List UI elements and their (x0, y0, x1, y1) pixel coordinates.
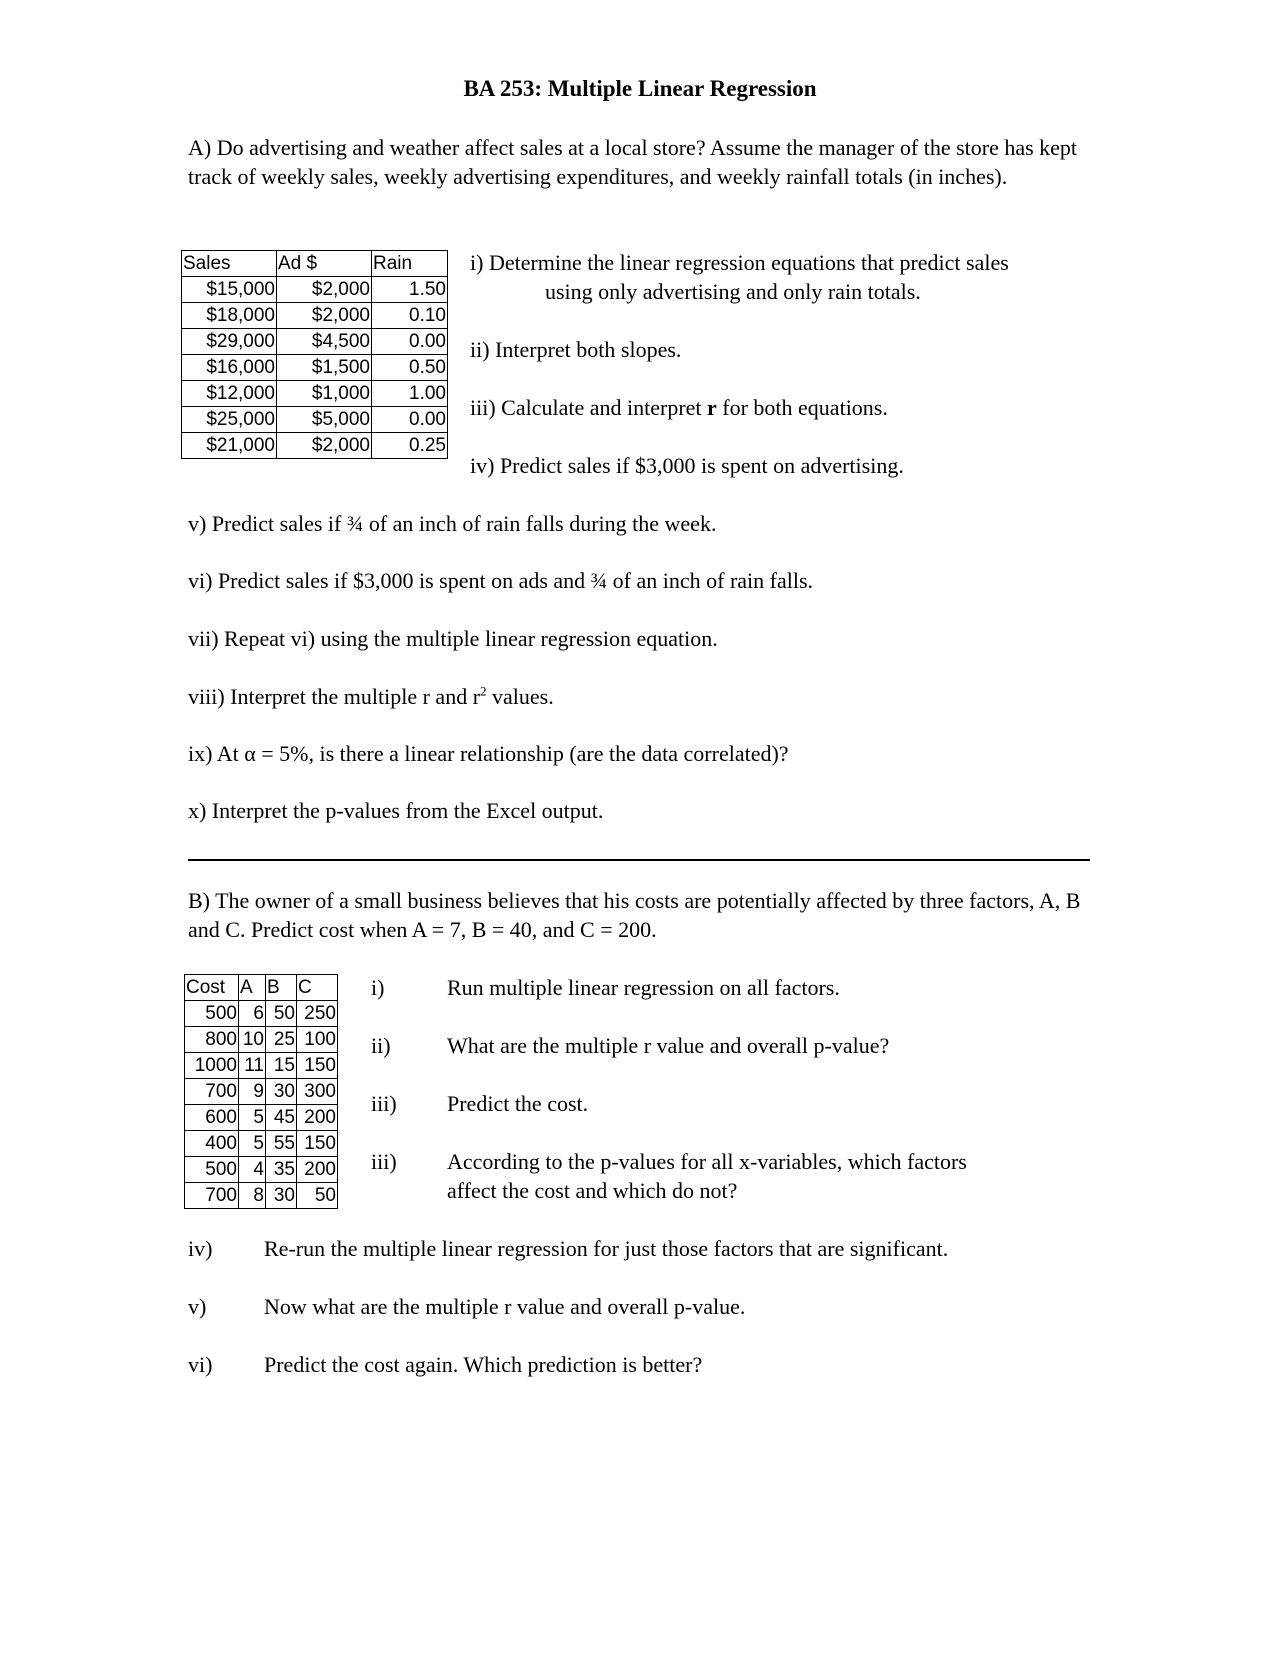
question-a-iii-text-2: for both equations. (716, 395, 888, 420)
cell-b: 50 (266, 1001, 297, 1027)
table-row (185, 1183, 338, 1209)
table-row (185, 1157, 338, 1183)
header-cost: Cost (185, 975, 239, 1001)
cell-a: 8 (239, 1183, 266, 1209)
question-a-ix: ix) At α = 5%, is there a linear relationship (are the data correlated)? (188, 741, 789, 766)
table-header-row (182, 251, 448, 277)
question-b-iv: Re-run the multiple linear regression for just those factors that are significant. (264, 1236, 949, 1261)
cell-cost: 700 (185, 1079, 239, 1105)
cell-rain: 1.00 (372, 381, 448, 407)
cell-rain: 0.10 (372, 303, 448, 329)
table-row (185, 1105, 338, 1131)
cell-sales: $12,000 (182, 381, 277, 407)
cell-rain: 0.25 (372, 433, 448, 459)
cell-a: 5 (239, 1105, 266, 1131)
cell-sales: $16,000 (182, 355, 277, 381)
cell-c: 100 (297, 1027, 338, 1053)
question-a-viii (188, 684, 554, 710)
question-b-vi-number: vi) (188, 1352, 213, 1377)
cell-sales: $18,000 (182, 303, 277, 329)
cell-ad: $1,500 (277, 355, 372, 381)
cell-b: 35 (266, 1157, 297, 1183)
cell-c: 200 (297, 1157, 338, 1183)
question-b-iii: Predict the cost. (447, 1091, 589, 1116)
cell-sales: $21,000 (182, 433, 277, 459)
table-row (185, 1131, 338, 1157)
table-header-row (185, 975, 338, 1001)
question-b-iii-b-line2: affect the cost and which do not? (447, 1178, 738, 1203)
question-a-viii-text-2: values. (486, 684, 554, 709)
cell-rain: 1.50 (372, 277, 448, 303)
header-b: B (266, 975, 297, 1001)
question-a-vi: vi) Predict sales if $3,000 is spent on ads and ¾ of an inch of rain falls. (188, 568, 814, 593)
question-b-iii-b-line1: According to the p-values for all x-variables, which factors (447, 1149, 967, 1174)
table-row (185, 1079, 338, 1105)
cell-a: 6 (239, 1001, 266, 1027)
cell-cost: 1000 (185, 1053, 239, 1079)
question-b-vi: Predict the cost again. Which prediction is better? (264, 1352, 703, 1377)
table-row (185, 1053, 338, 1079)
question-a-iii-r: r (707, 395, 717, 420)
cell-cost: 600 (185, 1105, 239, 1131)
cell-sales: $25,000 (182, 407, 277, 433)
question-b-iii-b-number: iii) (371, 1149, 397, 1174)
cell-b: 30 (266, 1183, 297, 1209)
table-row (182, 381, 448, 407)
question-a-vii: vii) Repeat vi) using the multiple linear regression equation. (188, 626, 718, 651)
cell-c: 250 (297, 1001, 338, 1027)
cell-ad: $1,000 (277, 381, 372, 407)
question-b-ii-number: ii) (371, 1033, 391, 1058)
question-a-i-line2: using only advertising and only rain totals. (545, 279, 921, 304)
question-a-i-line1: i) Determine the linear regression equations that predict sales (470, 250, 1009, 275)
cell-b: 15 (266, 1053, 297, 1079)
cell-a: 9 (239, 1079, 266, 1105)
page-title: BA 253: Multiple Linear Regression (463, 76, 817, 101)
cell-c: 150 (297, 1131, 338, 1157)
table-row (185, 1001, 338, 1027)
table-row (182, 329, 448, 355)
question-a-ii: ii) Interpret both slopes. (470, 337, 682, 362)
cell-sales: $15,000 (182, 277, 277, 303)
question-b-i: Run multiple linear regression on all factors. (447, 975, 840, 1000)
cell-sales: $29,000 (182, 329, 277, 355)
question-a-iv: iv) Predict sales if $3,000 is spent on advertising. (470, 453, 904, 478)
cell-c: 50 (297, 1183, 338, 1209)
question-b-i-number: i) (371, 975, 385, 1000)
cell-ad: $2,000 (277, 277, 372, 303)
cell-b: 30 (266, 1079, 297, 1105)
section-divider (188, 859, 1090, 861)
cell-ad: $2,000 (277, 433, 372, 459)
table-row (182, 407, 448, 433)
cell-a: 4 (239, 1157, 266, 1183)
header-rain: Rain (372, 251, 448, 277)
cell-c: 300 (297, 1079, 338, 1105)
cell-b: 45 (266, 1105, 297, 1131)
cell-rain: 0.00 (372, 407, 448, 433)
table-row (182, 355, 448, 381)
question-a-viii-text-1: viii) Interpret the multiple r and r (188, 684, 481, 709)
question-b-v: Now what are the multiple r value and overall p-value. (264, 1294, 746, 1319)
cell-rain: 0.50 (372, 355, 448, 381)
cell-cost: 700 (185, 1183, 239, 1209)
cell-cost: 800 (185, 1027, 239, 1053)
cell-cost: 500 (185, 1001, 239, 1027)
cell-ad: $2,000 (277, 303, 372, 329)
table-row (182, 277, 448, 303)
cell-ad: $4,500 (277, 329, 372, 355)
header-a: A (239, 975, 266, 1001)
table-row (185, 1027, 338, 1053)
cell-rain: 0.00 (372, 329, 448, 355)
question-a-viii-sup: 2 (480, 683, 487, 699)
sales-data-table (181, 250, 448, 459)
part-a-intro: A) Do advertising and weather affect sales at a local store? Assume the manager of the store has kept track of weekly sales, weekly advertising expenditures, and weekly rainfall totals (in inches). (188, 135, 1078, 189)
cell-a: 10 (239, 1027, 266, 1053)
question-b-v-number: v) (188, 1294, 207, 1319)
header-c: C (297, 975, 338, 1001)
table-row (182, 303, 448, 329)
question-a-v: v) Predict sales if ¾ of an inch of rain falls during the week. (188, 511, 717, 536)
cell-cost: 400 (185, 1131, 239, 1157)
cost-data-table (184, 974, 338, 1209)
question-b-iv-number: iv) (188, 1236, 213, 1261)
question-a-x: x) Interpret the p-values from the Excel output. (188, 798, 604, 823)
question-b-ii: What are the multiple r value and overall p-value? (447, 1033, 890, 1058)
question-b-iii-number: iii) (371, 1091, 397, 1116)
cell-b: 25 (266, 1027, 297, 1053)
cell-a: 5 (239, 1131, 266, 1157)
header-sales: Sales (182, 251, 277, 277)
part-b-intro: B) The owner of a small business believes that his costs are potentially affected by three factors, A, B and C. Predict cost when A = 7, B = 40, and C = 200. (188, 888, 1081, 942)
header-ad: Ad $ (277, 251, 372, 277)
cell-c: 150 (297, 1053, 338, 1079)
table-row (182, 433, 448, 459)
question-a-iii-text-1: iii) Calculate and interpret (470, 395, 708, 420)
cell-b: 55 (266, 1131, 297, 1157)
question-a-iii (470, 395, 888, 421)
cell-ad: $5,000 (277, 407, 372, 433)
cell-a: 11 (239, 1053, 266, 1079)
cell-cost: 500 (185, 1157, 239, 1183)
cell-c: 200 (297, 1105, 338, 1131)
